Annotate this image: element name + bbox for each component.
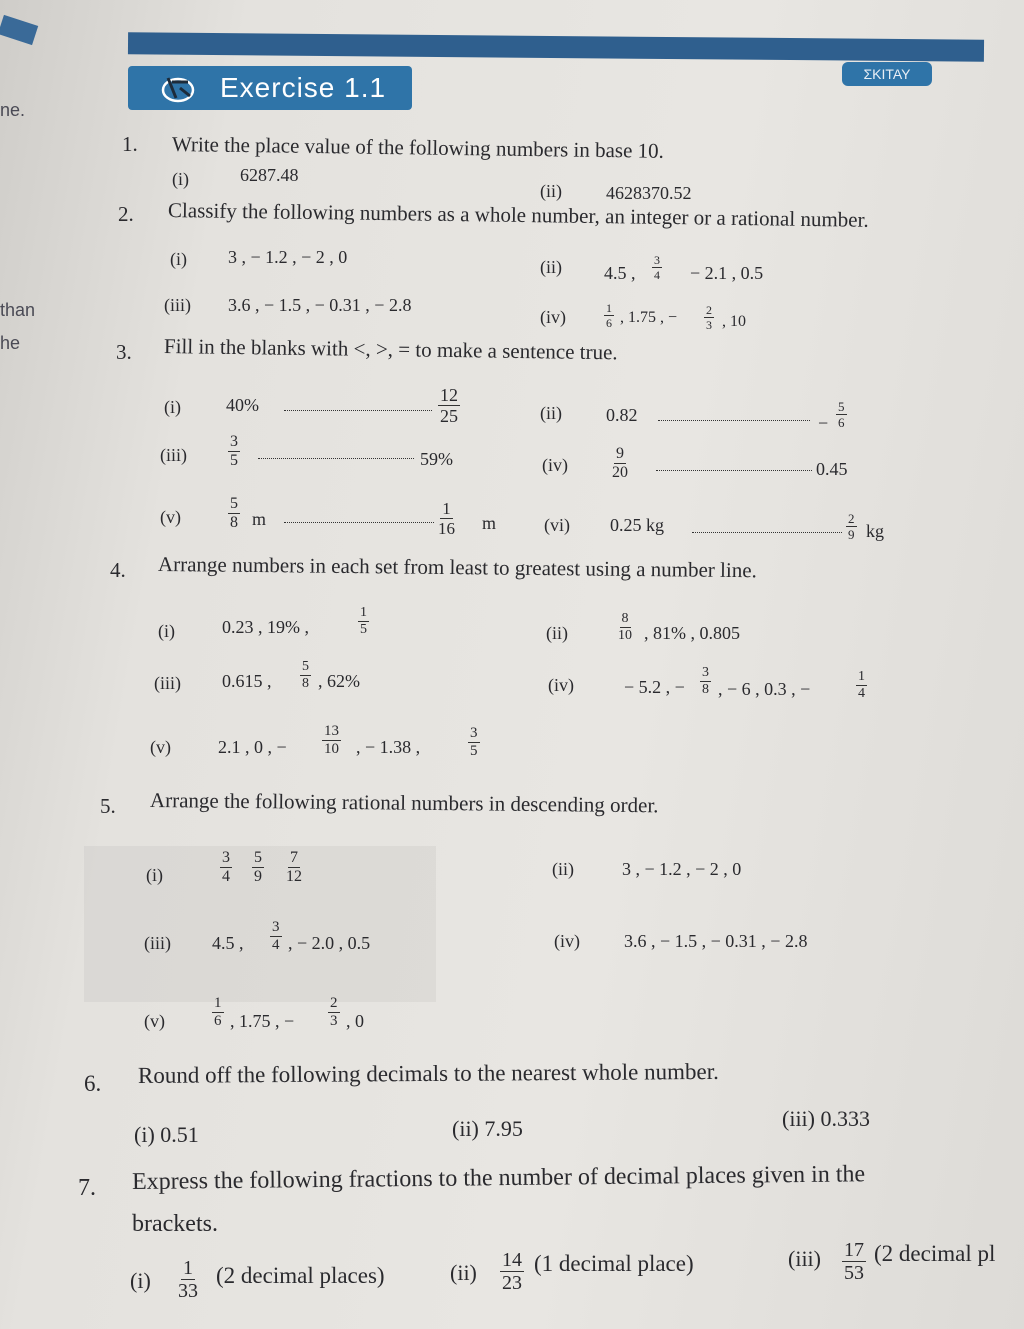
- q2-ii-label: (ii): [540, 257, 562, 277]
- q5-iii-label: (iii): [144, 933, 171, 953]
- q1-ii-value: 4628370.52: [606, 183, 692, 203]
- q4-v-a: 2.1 , 0 , −: [218, 737, 287, 757]
- q3-i-fraction: $\frac{12}{25}$: [440, 385, 458, 426]
- q3-iv-fraction: $\frac{9}{20}$: [612, 445, 628, 481]
- q7-iii-fraction: $\frac{17}{53}$: [844, 1239, 864, 1284]
- q2-iv-fraction-1: $\frac{1}{6}$: [606, 301, 612, 330]
- q7-i-label: (i): [130, 1268, 151, 1293]
- q5-iii-a: 4.5 ,: [212, 933, 244, 953]
- q4-ii-label: (ii): [546, 623, 568, 643]
- q2-i-value: 3 , − 1.2 , − 2 , 0: [228, 247, 348, 267]
- q5-v-label: (v): [144, 1011, 165, 1031]
- q6-iii: (iii) 0.333: [782, 1106, 870, 1131]
- header-bar: [128, 32, 984, 61]
- q4-iv-a: − 5.2 , −: [624, 677, 685, 697]
- q5-text: Arrange the following rational numbers in descending order.: [149, 788, 659, 818]
- q5-iv-label: (iv): [554, 931, 580, 951]
- q3-iv-label: (iv): [542, 455, 568, 475]
- q3-ii-minus: −: [818, 413, 829, 433]
- q4-i-fraction: $\frac{1}{5}$: [360, 605, 367, 637]
- q1-text: Write the place value of the following numbers in base 10.: [171, 132, 665, 163]
- q5-v-fraction-1: $\frac{1}{6}$: [214, 995, 222, 1029]
- q3-vi-fraction: $\frac{2}{9}$: [848, 511, 855, 542]
- q6-ii: (ii) 7.95: [452, 1116, 523, 1141]
- q3-v-fraction-right: $\frac{1}{16}$: [438, 499, 455, 538]
- q3-i-left: 40%: [226, 395, 259, 415]
- q7-iii-note: (2 decimal pl: [874, 1241, 996, 1266]
- q4-iv-fraction-2: $\frac{1}{4}$: [858, 669, 865, 701]
- q4-ii-b: , 81% , 0.805: [644, 623, 740, 643]
- q6-number: 6.: [84, 1071, 102, 1096]
- q3-vi-blank: [692, 532, 842, 533]
- q3-v-unit-1: m: [252, 509, 267, 529]
- q5-v-b: , 0: [346, 1011, 364, 1031]
- q5-iv-value: 3.6 , − 1.5 , − 0.31 , − 2.8: [624, 931, 808, 951]
- q3-v-label: (v): [160, 507, 181, 527]
- q3-i-blank: [284, 410, 432, 411]
- q4-iv-fraction-1: $\frac{3}{8}$: [702, 665, 709, 697]
- q2-ii-a: 4.5 ,: [604, 263, 636, 283]
- q5-i-fraction-2: $\frac{5}{9}$: [254, 849, 262, 885]
- q4-i-a: 0.23 , 19% ,: [222, 617, 309, 637]
- left-edge-mark: [0, 15, 38, 45]
- q4-iii-fraction: $\frac{5}{8}$: [302, 659, 309, 691]
- q1-i-value: 6287.48: [240, 165, 299, 185]
- q3-text: Fill in the blanks with <, >, = to make a sentence true.: [163, 334, 618, 365]
- q3-v-blank: [284, 522, 434, 523]
- q3-iii-fraction: $\frac{3}{5}$: [230, 433, 238, 469]
- q2-i-label: (i): [170, 249, 187, 269]
- q4-v-fraction-2: $\frac{3}{5}$: [470, 725, 478, 759]
- q1-ii-label: (ii): [540, 181, 562, 201]
- writing-hand-icon: [158, 68, 198, 108]
- q4-v-b: , − 1.38 ,: [356, 737, 421, 757]
- q4-iv-b: , − 6 , 0.3 , −: [718, 679, 811, 699]
- q3-iii-right: 59%: [420, 449, 453, 469]
- q4-iii-label: (iii): [154, 673, 181, 693]
- q5-i-fraction-1: $\frac{3}{4}$: [222, 849, 230, 885]
- q3-v-fraction-left: $\frac{5}{8}$: [230, 495, 238, 531]
- q7-i-note: (2 decimal places): [216, 1263, 385, 1288]
- q3-ii-left: 0.82: [606, 405, 638, 425]
- q3-iv-right: 0.45: [816, 459, 848, 479]
- q4-ii-fraction: $\frac{8}{10}$: [618, 611, 632, 643]
- q5-v-a: , 1.75 , −: [230, 1011, 295, 1031]
- q4-iii-b: , 62%: [318, 671, 360, 691]
- q5-i-fraction-3: $\frac{7}{12}$: [286, 849, 302, 885]
- q7-ii-note: (1 decimal place): [534, 1251, 694, 1276]
- q5-v-fraction-2: $\frac{2}{3}$: [330, 995, 338, 1029]
- q2-iii-label: (iii): [164, 295, 191, 315]
- q3-i-label: (i): [164, 397, 181, 417]
- q3-vi-unit: kg: [866, 521, 884, 541]
- q7-ii-fraction: $\frac{14}{23}$: [502, 1249, 522, 1294]
- q2-ii-b: − 2.1 , 0.5: [690, 263, 764, 283]
- q3-iii-blank: [258, 458, 414, 459]
- header-badge: ΣΚΙΤΑΥ: [842, 62, 932, 86]
- q2-number: 2.: [118, 202, 134, 226]
- q7-number: 7.: [78, 1175, 96, 1201]
- edge-text-b: than: [0, 300, 36, 320]
- q7-text-1: Express the following fractions to the number of decimal places given in the: [131, 1161, 866, 1195]
- q2-iv-b: , 10: [722, 313, 746, 330]
- q2-iii-value: 3.6 , − 1.5 , − 0.31 , − 2.8: [228, 295, 412, 315]
- q2-iv-fraction-2: $\frac{2}{3}$: [706, 303, 712, 332]
- q5-ii-label: (ii): [552, 859, 574, 879]
- q7-iii-label: (iii): [788, 1246, 821, 1271]
- q4-text: Arrange numbers in each set from least to greatest using a number line.: [157, 552, 757, 583]
- q3-iv-blank: [656, 470, 812, 471]
- q2-iv-a: , 1.75 , −: [620, 309, 678, 326]
- q1-number: 1.: [122, 132, 138, 156]
- q4-iii-a: 0.615 ,: [222, 671, 272, 691]
- q2-iv-label: (iv): [540, 307, 566, 327]
- q5-i-label: (i): [146, 865, 163, 885]
- q3-number: 3.: [116, 340, 132, 364]
- q3-ii-label: (ii): [540, 403, 562, 423]
- q3-ii-blank: [658, 420, 810, 421]
- q5-ii-value: 3 , − 1.2 , − 2 , 0: [622, 859, 742, 879]
- q4-iv-label: (iv): [548, 675, 574, 695]
- q2-text: Classify the following numbers as a whole number, an integer or a rational number.: [167, 198, 869, 232]
- q3-ii-fraction: $\frac{5}{6}$: [838, 399, 845, 430]
- q7-i-fraction: $\frac{1}{33}$: [178, 1257, 198, 1302]
- q5-number: 5.: [100, 794, 116, 818]
- q6-text: Round off the following decimals to the nearest whole number.: [137, 1058, 719, 1088]
- q4-i-label: (i): [158, 621, 175, 641]
- q7-ii-label: (ii): [450, 1260, 477, 1285]
- q3-iii-label: (iii): [160, 445, 187, 465]
- q3-v-unit-2: m: [482, 513, 497, 533]
- q2-ii-fraction: $\frac{3}{4}$: [654, 253, 660, 282]
- exercise-title: Exercise 1.1: [220, 72, 387, 103]
- q4-v-fraction-1: $\frac{13}{10}$: [324, 723, 339, 757]
- edge-text-a: ne.: [0, 100, 26, 120]
- q5-iii-fraction: $\frac{3}{4}$: [272, 919, 280, 953]
- q4-number: 4.: [110, 558, 126, 582]
- q7-text-2: brackets.: [132, 1211, 218, 1237]
- q3-vi-label: (vi): [544, 515, 570, 535]
- q1-i-label: (i): [172, 169, 189, 189]
- q4-v-label: (v): [150, 737, 171, 757]
- q6-i: (i) 0.51: [134, 1122, 199, 1147]
- q3-vi-left: 0.25 kg: [610, 515, 664, 535]
- edge-text-c: he: [0, 333, 21, 353]
- q5-iii-b: , − 2.0 , 0.5: [288, 933, 371, 953]
